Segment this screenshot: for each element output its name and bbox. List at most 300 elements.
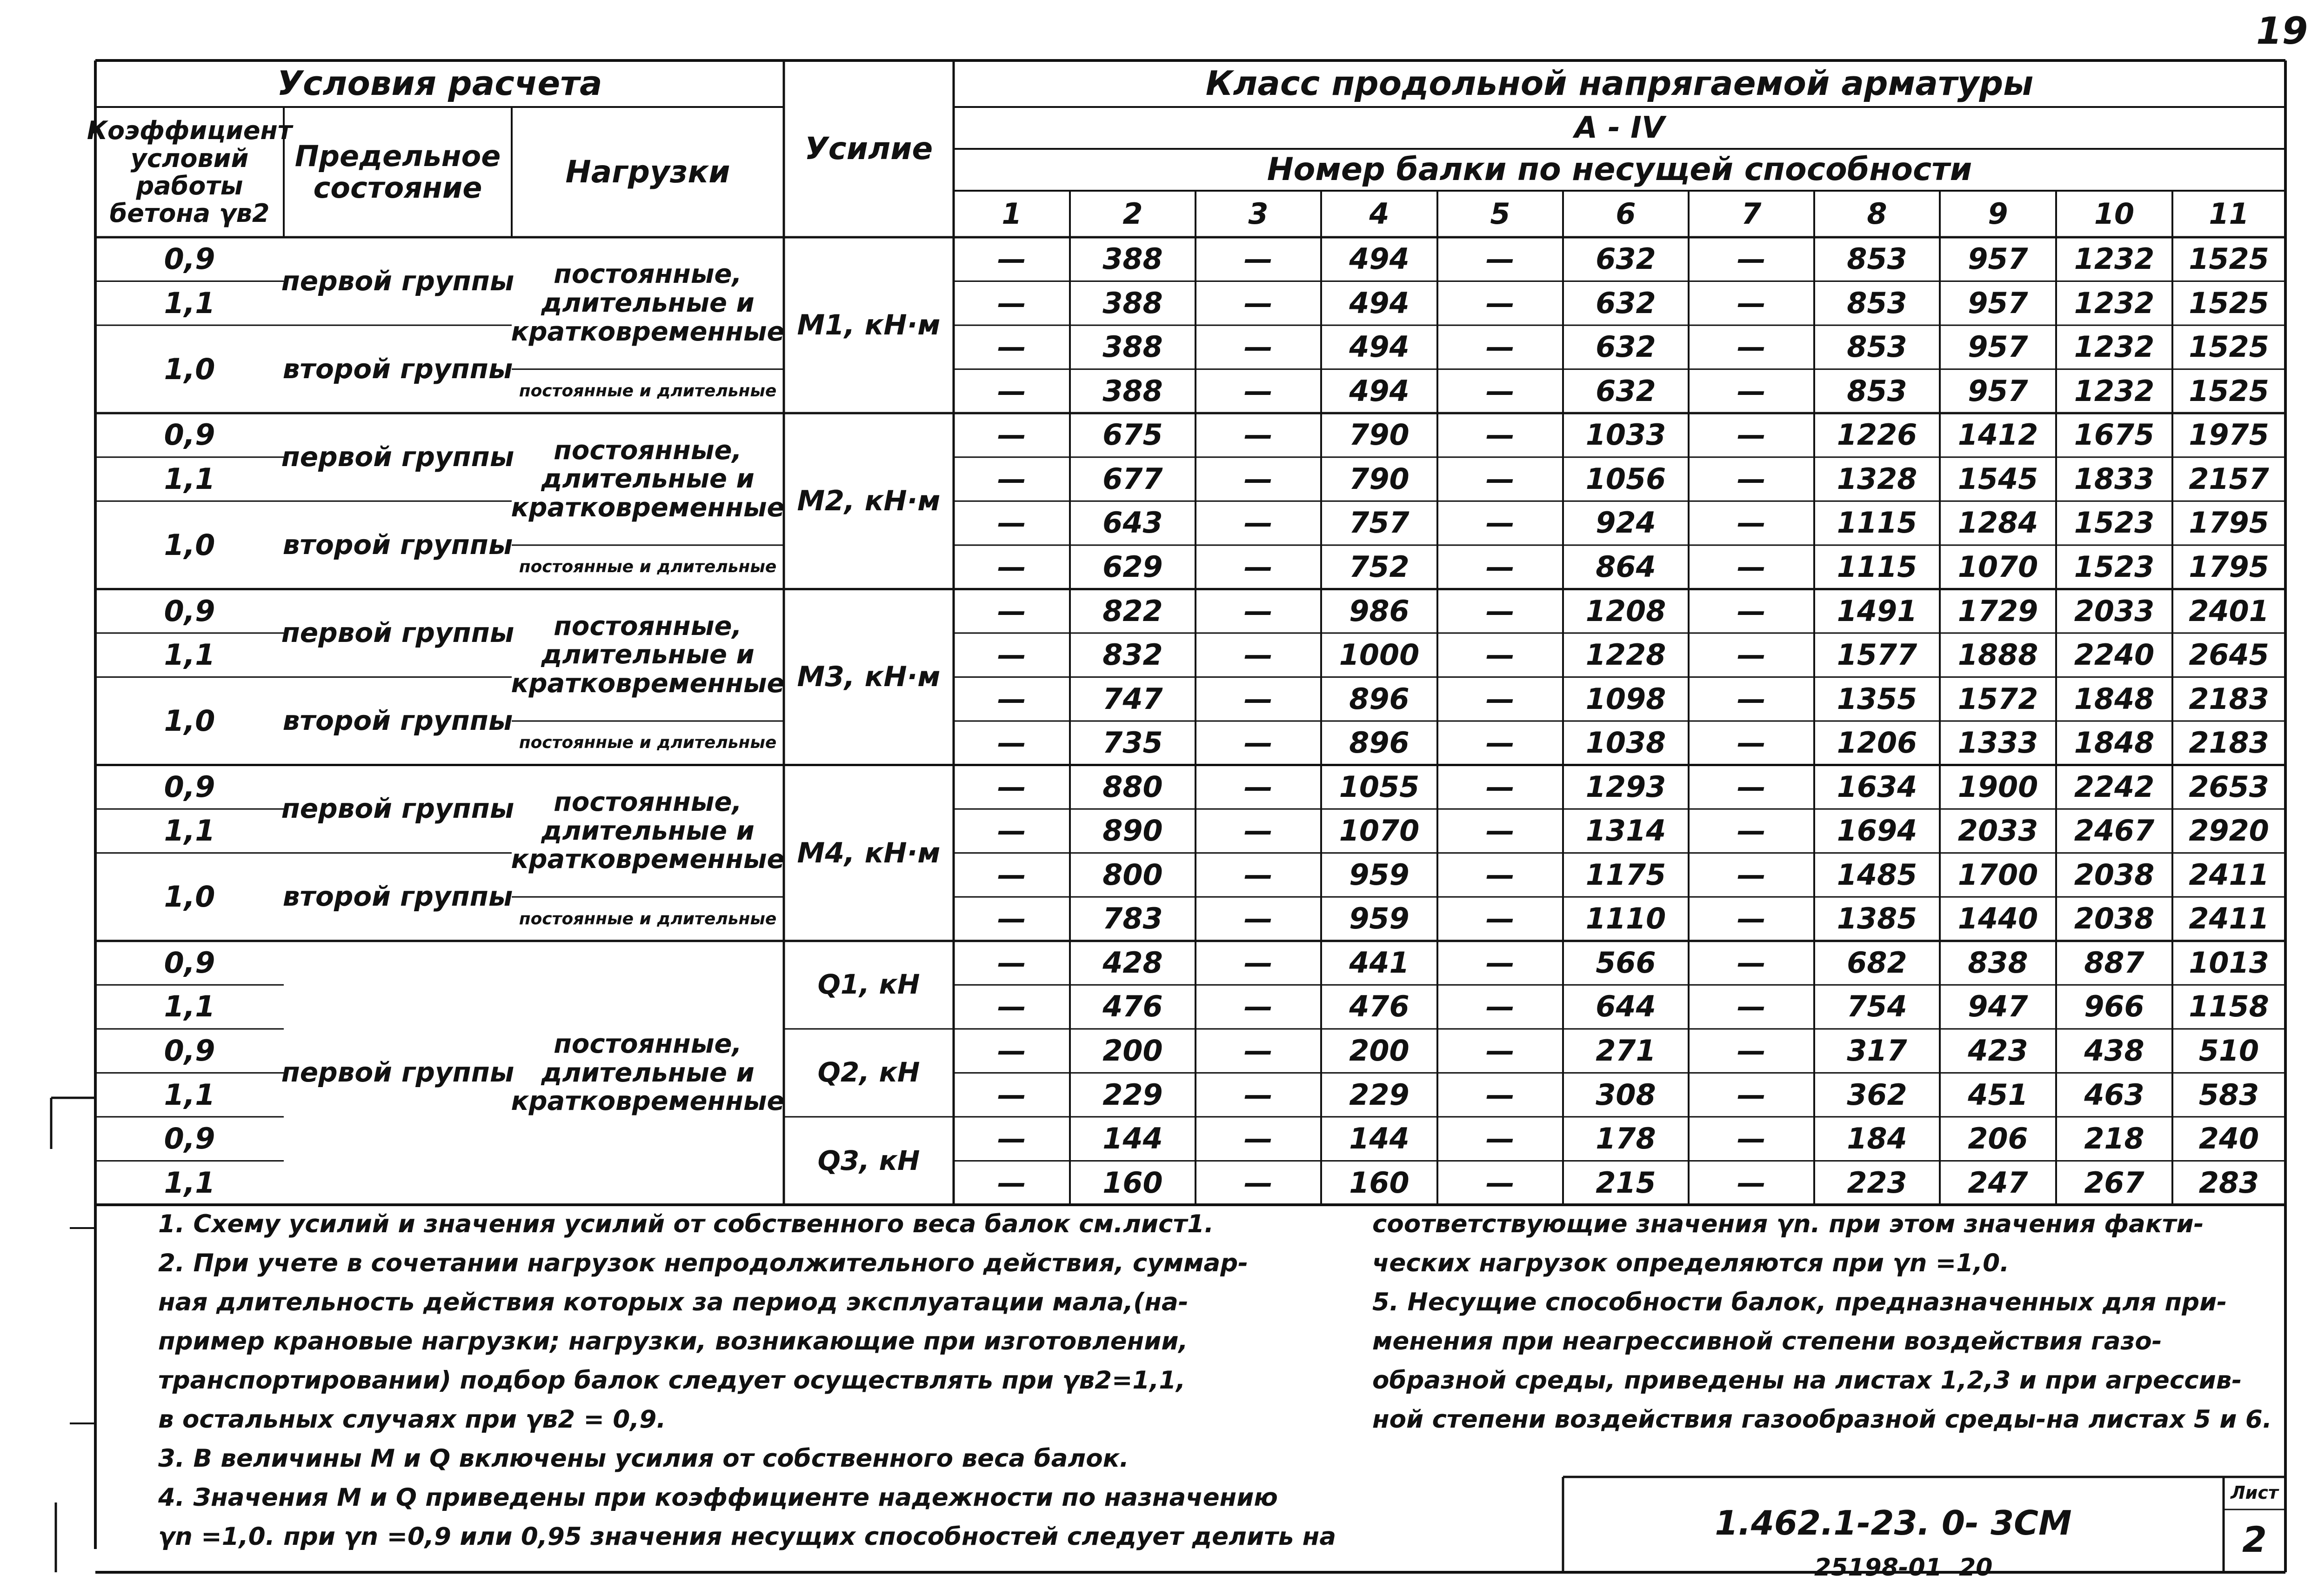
table-cell: 476	[1102, 989, 1163, 1024]
table-cell: —	[997, 506, 1026, 540]
table-cell: 1293	[1585, 769, 1666, 804]
table-cell: —	[1737, 330, 1766, 364]
table-cell: —	[997, 902, 1026, 936]
table-cell: —	[1486, 638, 1515, 672]
loads-main: постоянные, длительные и кратковременные	[511, 259, 785, 347]
table-cell: 783	[1102, 902, 1163, 936]
table-cell: 388	[1102, 242, 1163, 276]
table-cell: —	[1486, 726, 1515, 760]
table-cell: 494	[1349, 242, 1410, 276]
note-line: менения при неагрессивной степени воздействия газо-	[1372, 1327, 2162, 1356]
table-cell: 423	[1968, 1033, 2028, 1068]
table-cell: 1412	[1957, 418, 2038, 452]
table-cell: 317	[1847, 1033, 1907, 1068]
coef-value: 0,9	[164, 1122, 215, 1156]
table-cell: 218	[2084, 1122, 2144, 1156]
table-cell: —	[997, 594, 1026, 628]
table-cell: —	[1486, 989, 1515, 1024]
table-cell: —	[1737, 945, 1766, 980]
coef-value: 1,1	[164, 461, 215, 496]
table-cell: 1013	[2189, 945, 2269, 980]
table-cell: —	[1737, 1077, 1766, 1112]
table-cell: —	[1486, 769, 1515, 804]
coef-value: 1,0	[164, 703, 215, 738]
table-cell: 1226	[1837, 418, 1917, 452]
bottom-code: 25198-01 20	[1814, 1554, 1993, 1582]
col-header: 10	[2094, 196, 2135, 231]
table-cell: —	[997, 638, 1026, 672]
table-cell: 896	[1349, 681, 1410, 716]
table-cell: 1175	[1585, 857, 1666, 892]
table-cell: 682	[1847, 945, 1907, 980]
table-cell: 864	[1596, 549, 1656, 584]
table-cell: —	[1486, 506, 1515, 540]
loads-main: постоянные, длительные и кратковременные	[511, 787, 785, 875]
col-header: 6	[1616, 196, 1636, 231]
table-cell: 247	[1968, 1165, 2028, 1200]
header-class-value: А - IV	[1574, 110, 1665, 145]
coef-value: 1,1	[164, 1165, 215, 1200]
table-cell: 2401	[2189, 594, 2269, 628]
table-cell: 747	[1102, 681, 1163, 716]
table-cell: 1572	[1957, 681, 2038, 716]
col-header: 4	[1369, 196, 1389, 231]
table-cell: 853	[1847, 286, 1907, 320]
table-cell: —	[1737, 549, 1766, 584]
table-cell: 1485	[1837, 857, 1917, 892]
table-cell: 229	[1349, 1077, 1410, 1112]
table-cell: 2183	[2189, 681, 2269, 716]
table-cell: 632	[1596, 286, 1656, 320]
table-cell: 1115	[1837, 506, 1917, 540]
table-cell: —	[1486, 330, 1515, 364]
table-cell: 957	[1968, 286, 2028, 320]
table-cell: 1070	[1957, 549, 2038, 584]
table-cell: —	[1737, 1165, 1766, 1200]
table-cell: 959	[1349, 902, 1410, 936]
table-cell: —	[1737, 989, 1766, 1024]
table-cell: —	[1244, 330, 1273, 364]
force-label: Q1, кН	[817, 968, 920, 1001]
table-cell: —	[1486, 374, 1515, 408]
table-cell: 1115	[1837, 549, 1917, 584]
note-line: в остальных случаях при γв2 = 0,9.	[158, 1405, 666, 1434]
note-line: ной степени воздействия газообразной среды-на листах 5 и 6.	[1372, 1405, 2272, 1434]
table-cell: 1900	[1957, 769, 2038, 804]
table-cell: —	[1737, 1122, 1766, 1156]
col-header: 3	[1248, 196, 1269, 231]
header-coef: Коэффициент условий работы бетона γв2	[87, 116, 293, 228]
table-cell: 1055	[1339, 769, 1420, 804]
table-cell: —	[997, 1033, 1026, 1068]
coef-value: 0,9	[164, 1033, 215, 1068]
table-cell: 632	[1596, 374, 1656, 408]
coef-value: 1,0	[164, 528, 215, 562]
stamp-code: 1.462.1-23. 0- 3СМ	[1715, 1503, 2072, 1543]
table-cell: 880	[1102, 769, 1163, 804]
coef-value: 0,9	[164, 242, 215, 276]
limit-state: второй группы	[282, 528, 513, 561]
table-cell: 206	[1968, 1122, 2028, 1156]
table-cell: 1385	[1837, 902, 1917, 936]
table-cell: 1070	[1339, 814, 1420, 848]
table-cell: —	[1486, 594, 1515, 628]
loads-secondary: постоянные и длительные	[519, 557, 777, 577]
loads-main: постоянные, длительные и кратковременные	[511, 611, 785, 699]
table-cell: —	[1486, 681, 1515, 716]
table-cell: 752	[1349, 549, 1410, 584]
force-label: M2, кН·м	[797, 485, 941, 518]
coef-value: 1,0	[164, 880, 215, 914]
table-cell: 1795	[2189, 549, 2269, 584]
table-cell: 735	[1102, 726, 1163, 760]
table-cell: —	[1737, 814, 1766, 848]
table-cell: 959	[1349, 857, 1410, 892]
col-header: 11	[2209, 196, 2249, 231]
table-cell: 229	[1102, 1077, 1163, 1112]
table-cell: —	[1244, 286, 1273, 320]
table-cell: 1206	[1837, 726, 1917, 760]
table-cell: —	[1244, 594, 1273, 628]
table-cell: —	[1737, 769, 1766, 804]
table-cell: 2157	[2189, 461, 2269, 496]
note-line: 2. При учете в сочетании нагрузок непродолжительного действия, суммар-	[158, 1249, 1249, 1277]
table-cell: —	[1244, 989, 1273, 1024]
table-cell: 1328	[1837, 461, 1917, 496]
coef-value: 1,1	[164, 638, 215, 672]
table-cell: —	[1486, 1077, 1515, 1112]
table-cell: 853	[1847, 330, 1907, 364]
note-line: γn =1,0. при γn =0,9 или 0,95 значения несущих способностей следует делить на	[158, 1523, 1336, 1551]
col-header: 7	[1741, 196, 1762, 231]
table-cell: 1525	[2189, 242, 2269, 276]
table-cell: 583	[2198, 1077, 2259, 1112]
coef-value: 0,9	[164, 594, 215, 628]
table-cell: 1333	[1957, 726, 2038, 760]
table-cell: 957	[1968, 242, 2028, 276]
coef-value: 1,0	[164, 352, 215, 386]
table-cell: —	[1737, 726, 1766, 760]
table-cell: 388	[1102, 286, 1163, 320]
coef-value: 0,9	[164, 945, 215, 980]
table-cell: 677	[1102, 461, 1163, 496]
header-class-title: Класс продольной напрягаемой арматуры	[1205, 64, 2034, 103]
limit-state: первой группы	[281, 793, 514, 825]
table-cell: 1232	[2074, 286, 2155, 320]
table-cell: 790	[1349, 418, 1410, 452]
table-cell: 1700	[1957, 857, 2038, 892]
table-cell: 1232	[2074, 242, 2155, 276]
table-cell: —	[1486, 1033, 1515, 1068]
table-cell: 1523	[2074, 506, 2155, 540]
table-cell: 451	[1968, 1077, 2028, 1112]
table-cell: 896	[1349, 726, 1410, 760]
table-cell: 853	[1847, 242, 1907, 276]
table-cell: 822	[1102, 594, 1163, 628]
table-cell: —	[1486, 461, 1515, 496]
table-cell: —	[997, 330, 1026, 364]
table-cell: 632	[1596, 242, 1656, 276]
table-cell: 144	[1102, 1122, 1163, 1156]
table-cell: —	[1486, 286, 1515, 320]
table-cell: 2038	[2074, 857, 2155, 892]
table-cell: 1675	[2074, 418, 2155, 452]
table-cell: 957	[1968, 374, 2028, 408]
table-cell: —	[1244, 726, 1273, 760]
table-cell: 924	[1596, 506, 1656, 540]
table-cell: —	[997, 814, 1026, 848]
limit-state: первой группы	[281, 265, 514, 297]
table-cell: 2033	[2074, 594, 2155, 628]
table-cell: 1440	[1957, 902, 2038, 936]
table-cell: —	[997, 1165, 1026, 1200]
table-cell: 832	[1102, 638, 1163, 672]
table-cell: 790	[1349, 461, 1410, 496]
force-label: Q2, кН	[817, 1056, 920, 1088]
table-cell: 1232	[2074, 374, 2155, 408]
note-line: 4. Значения М и Q приведены при коэффициенте надежности по назначению	[158, 1483, 1278, 1512]
table-cell: —	[1486, 1122, 1515, 1156]
page-number: 19	[2256, 9, 2308, 53]
limit-state: второй группы	[282, 881, 513, 913]
table-cell: 853	[1847, 374, 1907, 408]
table-cell: 1491	[1837, 594, 1917, 628]
table-cell: 1694	[1837, 814, 1917, 848]
header-beam-number: Номер балки по несущей способности	[1267, 151, 1972, 188]
table-cell: —	[1244, 242, 1273, 276]
table-cell: 223	[1847, 1165, 1907, 1200]
table-cell: —	[1737, 857, 1766, 892]
table-cell: 2645	[2189, 638, 2269, 672]
table-cell: 271	[1596, 1033, 1656, 1068]
table-cell: —	[1244, 945, 1273, 980]
table-cell: 1848	[2074, 726, 2155, 760]
note-line: ческих нагрузок определяются при γn =1,0.	[1372, 1249, 2010, 1277]
table-cell: —	[997, 461, 1026, 496]
table-cell: 644	[1596, 989, 1656, 1024]
table-cell: 754	[1847, 989, 1907, 1024]
table-cell: 675	[1102, 418, 1163, 452]
table-cell: 986	[1349, 594, 1410, 628]
table-cell: —	[1244, 681, 1273, 716]
table-cell: —	[997, 681, 1026, 716]
table-cell: 1833	[2074, 461, 2155, 496]
force-label: Q3, кН	[817, 1144, 920, 1176]
col-header: 9	[1988, 196, 2008, 231]
table-cell: —	[997, 769, 1026, 804]
note-line: ная длительность действия которых за период эксплуатации мала,(на-	[158, 1288, 1189, 1316]
table-cell: —	[1486, 857, 1515, 892]
table-cell: —	[997, 989, 1026, 1024]
table-cell: —	[1737, 594, 1766, 628]
note-line: пример крановые нагрузки; нагрузки, возникающие при изготовлении,	[158, 1327, 1188, 1356]
table-cell: 2411	[2189, 902, 2269, 936]
table-cell: 1232	[2074, 330, 2155, 364]
table-cell: —	[1737, 902, 1766, 936]
table-cell: —	[1737, 638, 1766, 672]
table-cell: 510	[2198, 1033, 2259, 1068]
table-cell: —	[1486, 814, 1515, 848]
table-cell: 1208	[1585, 594, 1666, 628]
table-cell: —	[1486, 242, 1515, 276]
table-cell: 2038	[2074, 902, 2155, 936]
table-cell: 1729	[1957, 594, 2038, 628]
table-cell: —	[1737, 461, 1766, 496]
table-cell: 838	[1968, 945, 2028, 980]
table-cell: 1098	[1585, 681, 1666, 716]
table-cell: 178	[1596, 1122, 1656, 1156]
table-cell: 494	[1349, 286, 1410, 320]
force-label: M3, кН·м	[797, 661, 941, 694]
table-cell: —	[1737, 418, 1766, 452]
table-cell: 200	[1349, 1033, 1410, 1068]
limit-state: первой группы	[281, 617, 514, 648]
note-line: 5. Несущие способности балок, предназначенных для при-	[1372, 1288, 2227, 1316]
table-cell: —	[1486, 902, 1515, 936]
table-cell: 947	[1968, 989, 2028, 1024]
limit-state: первой группы	[281, 441, 514, 473]
table-cell: 1545	[1957, 461, 2038, 496]
table-cell: 184	[1847, 1122, 1907, 1156]
table-cell: 2242	[2074, 769, 2155, 804]
col-header: 1	[1002, 196, 1022, 231]
table-cell: 388	[1102, 330, 1163, 364]
table-cell: 144	[1349, 1122, 1410, 1156]
table-cell: 1314	[1585, 814, 1666, 848]
table-cell: 1033	[1585, 418, 1666, 452]
notes-left	[158, 1205, 1336, 1556]
table-cell: 160	[1349, 1165, 1410, 1200]
table-cell: 1038	[1585, 726, 1666, 760]
loads-main: постоянные, длительные и кратковременные	[511, 435, 785, 523]
table-cell: —	[997, 945, 1026, 980]
coef-value: 1,1	[164, 286, 215, 320]
table-cell: —	[997, 374, 1026, 408]
table-cell: 1228	[1585, 638, 1666, 672]
table-cell: —	[997, 242, 1026, 276]
coef-value: 1,1	[164, 814, 215, 848]
stamp-sheet-label: Лист	[2231, 1482, 2278, 1503]
table-cell: 308	[1596, 1077, 1656, 1112]
table-cell: 438	[2084, 1033, 2144, 1068]
table-cell: 566	[1596, 945, 1656, 980]
table-cell: 1110	[1585, 902, 1666, 936]
table-cell: 428	[1102, 945, 1163, 980]
table-cell: 632	[1596, 330, 1656, 364]
table-cell: 1975	[2189, 418, 2269, 452]
loads-secondary: постоянные и длительные	[519, 733, 777, 753]
table-cell: 494	[1349, 330, 1410, 364]
table-cell: 441	[1349, 945, 1410, 980]
table-cell: 240	[2198, 1122, 2259, 1156]
table-cell: 1848	[2074, 681, 2155, 716]
table-cell: —	[1486, 1165, 1515, 1200]
table-cell: 1000	[1339, 638, 1420, 672]
table-cell: 957	[1968, 330, 2028, 364]
note-line: соответствующие значения γn. при этом значения факти-	[1372, 1210, 2204, 1238]
table-cell: 800	[1102, 857, 1163, 892]
table-cell: —	[1244, 638, 1273, 672]
table-cell: 966	[2084, 989, 2144, 1024]
limit-state: второй группы	[282, 705, 513, 737]
table-cell: —	[997, 1122, 1026, 1156]
table-cell: 757	[1349, 506, 1410, 540]
table-cell: 2653	[2189, 769, 2269, 804]
table-cell: —	[997, 1077, 1026, 1112]
limit-state: первой группы	[281, 1056, 514, 1088]
note-line: 3. В величины М и Q включены усилия от собственного веса балок.	[158, 1444, 1129, 1473]
table-cell: 629	[1102, 549, 1163, 584]
table-cell: —	[1244, 506, 1273, 540]
table-cell: —	[1737, 286, 1766, 320]
header-limit-state: Предельное состояние	[294, 139, 501, 205]
table-cell: —	[997, 418, 1026, 452]
table-cell: 200	[1102, 1033, 1163, 1068]
table-cell: 890	[1102, 814, 1163, 848]
table-cell: —	[997, 857, 1026, 892]
table-cell: —	[997, 549, 1026, 584]
force-label: M1, кН·м	[797, 309, 941, 342]
note-line: 1. Схему усилий и значения усилий от собственного веса балок см.лист1.	[158, 1210, 1214, 1238]
force-label: M4, кН·м	[797, 836, 941, 869]
table-cell: 215	[1596, 1165, 1656, 1200]
table-cell: —	[1244, 1077, 1273, 1112]
table-cell: 2033	[1957, 814, 2038, 848]
table-cell: —	[1737, 374, 1766, 408]
coef-value: 1,1	[164, 1077, 215, 1112]
table-cell: 388	[1102, 374, 1163, 408]
col-header: 2	[1122, 196, 1143, 231]
table-cell: 887	[2084, 945, 2144, 980]
table-cell: 1056	[1585, 461, 1666, 496]
table-cell: 1523	[2074, 549, 2155, 584]
table-cell: —	[1486, 549, 1515, 584]
table-cell: —	[1244, 769, 1273, 804]
coef-value: 1,1	[164, 989, 215, 1024]
limit-state: второй группы	[282, 353, 513, 385]
table-cell: 643	[1102, 506, 1163, 540]
table-cell: —	[1244, 374, 1273, 408]
notes-right	[1372, 1205, 2272, 1439]
table-cell: —	[1244, 857, 1273, 892]
table-cell: 2240	[2074, 638, 2155, 672]
table-cell: —	[1737, 506, 1766, 540]
table-cell: 160	[1102, 1165, 1163, 1200]
table-cell: —	[1737, 681, 1766, 716]
header-loads: Нагрузки	[565, 154, 730, 190]
loads-secondary: постоянные и длительные	[519, 909, 777, 928]
note-line: транспортировании) подбор балок следует осуществлять при γв2=1,1,	[158, 1366, 1186, 1395]
col-header: 5	[1490, 196, 1510, 231]
table-cell: —	[1244, 902, 1273, 936]
table-cell: 1577	[1837, 638, 1917, 672]
table-cell: —	[1244, 1165, 1273, 1200]
table-cell: —	[1737, 242, 1766, 276]
loads-secondary: постоянные и длительные	[519, 381, 777, 401]
header-force: Усилие	[804, 130, 933, 167]
table-cell: 2411	[2189, 857, 2269, 892]
table-cell: 362	[1847, 1077, 1907, 1112]
table-cell: —	[997, 286, 1026, 320]
table-cell: —	[1244, 461, 1273, 496]
table-cell: —	[1486, 418, 1515, 452]
table-cell: 1355	[1837, 681, 1917, 716]
table-cell: 1888	[1957, 638, 2038, 672]
table-cell: 494	[1349, 374, 1410, 408]
table-cell: 1284	[1957, 506, 2038, 540]
table-cell: 1525	[2189, 374, 2269, 408]
table-cell: —	[1244, 1122, 1273, 1156]
